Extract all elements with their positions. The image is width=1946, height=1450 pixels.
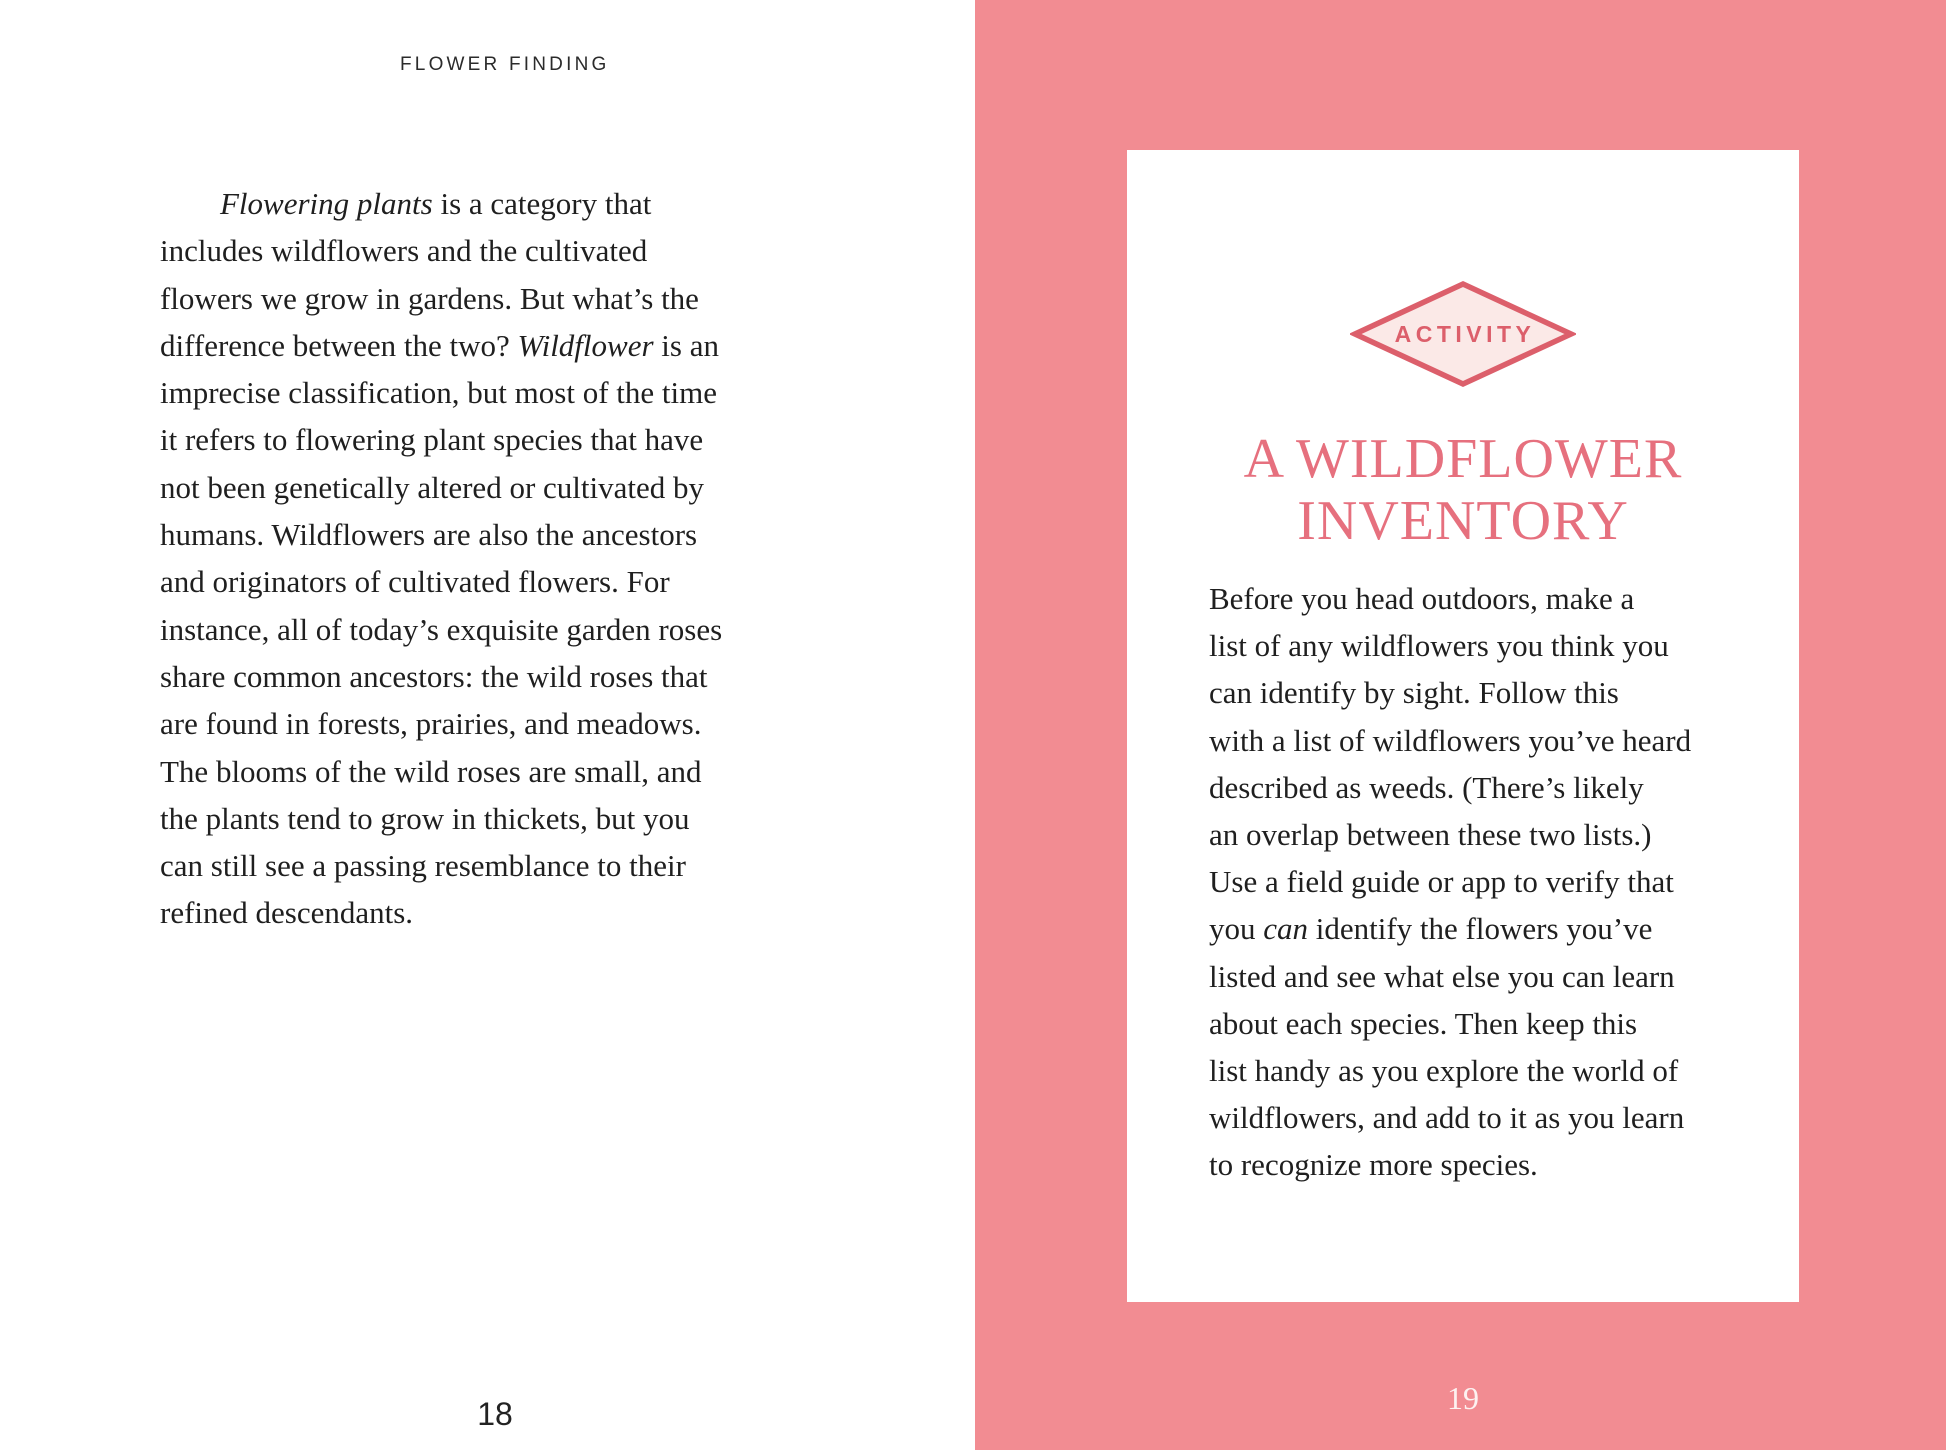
text-line: Use a field guide or app to verify that	[1209, 864, 1674, 900]
card-title	[1127, 428, 1799, 552]
text-line: refined descendants.	[160, 895, 414, 931]
activity-card	[1127, 150, 1799, 1302]
text-line: with a list of wildflowers you’ve heard	[1209, 722, 1692, 758]
card-title-line-2: INVENTORY	[1297, 490, 1629, 552]
left-paragraph	[160, 180, 838, 937]
text-line: flowers we grow in gardens. But what’s the	[160, 280, 699, 316]
text-line: imprecise classification, but most of the time	[160, 375, 718, 411]
text-line: can still see a passing resemblance to their	[160, 848, 686, 884]
text-line: includes wildflowers and the cultivated	[160, 233, 648, 269]
card-title-line-1: A WILDFLOWER	[1243, 428, 1683, 490]
text-line: humans. Wildflowers are also the ancestors	[160, 517, 698, 553]
page-right-panel	[975, 0, 1946, 1450]
activity-badge-label: ACTIVITY	[1394, 320, 1536, 347]
text-line: listed and see what else you can learn	[1209, 958, 1675, 994]
text-line: not been genetically altered or cultivated by	[160, 469, 704, 505]
text-line: Before you head outdoors, make a	[1209, 581, 1635, 616]
card-paragraph	[1209, 575, 1781, 1189]
page-number-left: 18	[477, 1396, 513, 1432]
text-line: described as weeds. (There’s likely	[1209, 769, 1644, 805]
text-line: Flowering plants is a category that	[220, 186, 652, 221]
text-line: to recognize more species.	[1209, 1147, 1538, 1183]
text-line: are found in forests, prairies, and meadows.	[160, 706, 702, 742]
text-line: and originators of cultivated flowers. For	[160, 564, 670, 600]
text-line: instance, all of today’s exquisite garden roses	[160, 611, 723, 647]
text-line: the plants tend to grow in thickets, but you	[160, 800, 690, 836]
text-line: difference between the two? Wildflower is an	[160, 327, 719, 363]
text-line: list handy as you explore the world of	[1209, 1053, 1679, 1089]
running-head: FLOWER FINDING	[400, 54, 610, 75]
text-line: about each species. Then keep this	[1209, 1005, 1638, 1041]
text-line: can identify by sight. Follow this	[1209, 675, 1619, 711]
text-line: wildflowers, and add to it as you learn	[1209, 1100, 1685, 1136]
text-line: it refers to flowering plant species that have	[160, 422, 704, 458]
text-line: an overlap between these two lists.)	[1209, 817, 1652, 853]
text-line: share common ancestors: the wild roses that	[160, 658, 708, 694]
text-line: list of any wildflowers you think you	[1209, 628, 1669, 664]
activity-badge	[1350, 280, 1576, 388]
page-number-right: 19	[1447, 1380, 1479, 1416]
text-line: The blooms of the wild roses are small, and	[160, 753, 702, 789]
text-line: you can identify the flowers you’ve	[1209, 911, 1653, 947]
